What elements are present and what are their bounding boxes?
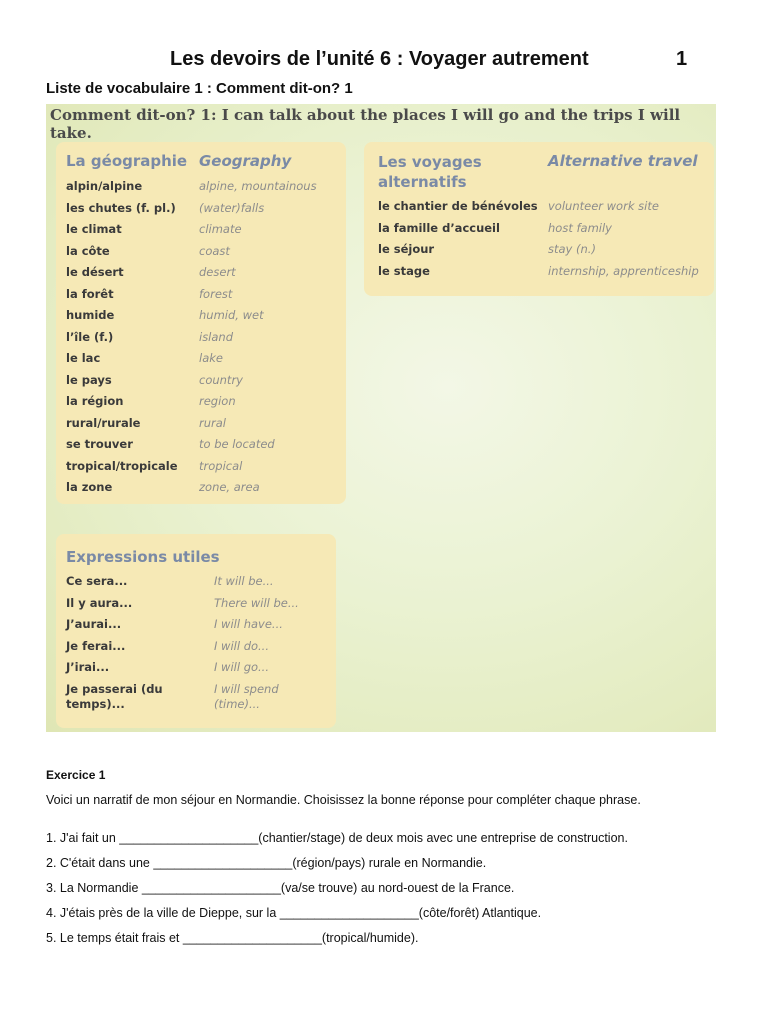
vocab-term-fr: le lac [66, 351, 101, 365]
vocab-term-en: to be located [199, 437, 275, 451]
vocab-term-fr: l’île (f.) [66, 329, 114, 344]
vocab-term-en: I will do... [214, 638, 269, 653]
vocab-term-fr: J’irai... [66, 660, 110, 674]
vocab-term-fr: la zone [66, 480, 113, 494]
travel-box [364, 142, 714, 296]
vocab-term-en: tropical [199, 458, 243, 473]
vocab-term-en: internship, apprenticeship [548, 263, 699, 278]
vocab-term-fr: le pays [66, 372, 112, 387]
vocab-term-fr: Je ferai... [66, 638, 126, 653]
exercise-question: 5. Le temps était frais et ____________________(tropical/humide). [46, 931, 419, 945]
vocab-term-en: host family [548, 220, 612, 235]
vocab-term-en: region [199, 394, 236, 408]
vocab-term-fr: Il y aura... [66, 595, 133, 610]
vocab-term-fr: J’aurai... [66, 617, 122, 631]
vocabulary-subtitle: Liste de vocabulaire 1 : Comment dit-on? 1 [46, 80, 353, 97]
vocab-term-en: country [199, 372, 243, 387]
vocab-term-en: lake [199, 351, 223, 365]
expressions-title: Expressions utiles [66, 548, 220, 566]
vocab-term-en: It will be... [214, 574, 274, 588]
vocab-term-fr: le séjour [378, 242, 435, 256]
vocab-term-fr: les chutes (f. pl.) [66, 200, 176, 215]
geography-box [56, 142, 346, 504]
panel-heading: Comment dit-on? 1: I can talk about the places I will go and the trips I will take. [50, 106, 681, 142]
vocab-term-en: rural [199, 415, 226, 430]
vocab-term-en: I will spend (time)... [214, 681, 279, 711]
geography-title-en: Geography [199, 152, 292, 170]
page-number: 1 [676, 48, 688, 70]
vocab-term-en: volunteer work site [548, 199, 659, 213]
vocab-term-en: zone, area [199, 480, 260, 494]
travel-title-fr: Les voyages alternatifs [378, 153, 482, 191]
expressions-box [56, 534, 336, 728]
vocab-term-en: forest [199, 286, 233, 301]
vocab-term-en: There will be... [214, 595, 299, 610]
vocab-term-fr: le stage [378, 263, 430, 278]
vocab-term-en: I will have... [214, 617, 283, 631]
document-title: Les devoirs de l’unité 6 : Voyager autrement [170, 48, 589, 70]
vocab-term-fr: la famille d’accueil [378, 220, 500, 235]
vocab-term-en: island [199, 329, 234, 344]
vocab-term-en: (water)falls [199, 200, 265, 215]
vocab-term-en: I will go... [214, 660, 269, 674]
vocab-term-en: humid, wet [199, 308, 264, 322]
vocab-term-fr: la côte [66, 243, 110, 258]
exercise-question: 2. C'était dans une ____________________(région/pays) rurale en Normandie. [46, 856, 487, 870]
vocabulary-panel [46, 104, 716, 732]
exercise-question: 1. J'ai fait un ____________________(chantier/stage) de deux mois avec une entreprise de construction. [46, 831, 628, 845]
exercise-title: Exercice 1 [46, 768, 106, 782]
vocab-term-fr: Ce sera... [66, 574, 128, 588]
exercise-question: 3. La Normandie ____________________(va/se trouve) au nord-ouest de la France. [46, 881, 515, 895]
vocab-term-en: alpine, mountainous [199, 179, 317, 193]
vocab-term-fr: le désert [66, 265, 124, 279]
vocab-term-en: coast [199, 243, 230, 258]
vocab-term-fr: rural/rurale [66, 415, 141, 430]
vocab-term-fr: le chantier de bénévoles [378, 199, 538, 213]
vocab-term-fr: humide [66, 308, 115, 322]
vocab-term-fr: alpin/alpine [66, 179, 143, 193]
vocab-term-fr: Je passerai (du temps)... [66, 681, 163, 711]
travel-title-en: Alternative travel [548, 152, 698, 170]
vocab-term-fr: la forêt [66, 286, 114, 301]
vocab-term-fr: tropical/tropicale [66, 458, 178, 473]
vocab-term-fr: se trouver [66, 437, 133, 451]
geography-title-fr: La géographie [66, 152, 188, 170]
vocab-term-en: desert [199, 265, 236, 279]
exercise-intro: Voici un narratif de mon séjour en Normandie. Choisissez la bonne réponse pour compléter chaque phrase. [46, 793, 641, 807]
vocab-term-en: climate [199, 222, 242, 236]
vocab-term-fr: la région [66, 394, 124, 408]
exercise-question: 4. J'étais près de la ville de Dieppe, sur la ____________________(côte/forêt) Atlantique. [46, 906, 542, 920]
vocab-term-en: stay (n.) [548, 242, 596, 256]
vocab-term-fr: le climat [66, 222, 122, 236]
